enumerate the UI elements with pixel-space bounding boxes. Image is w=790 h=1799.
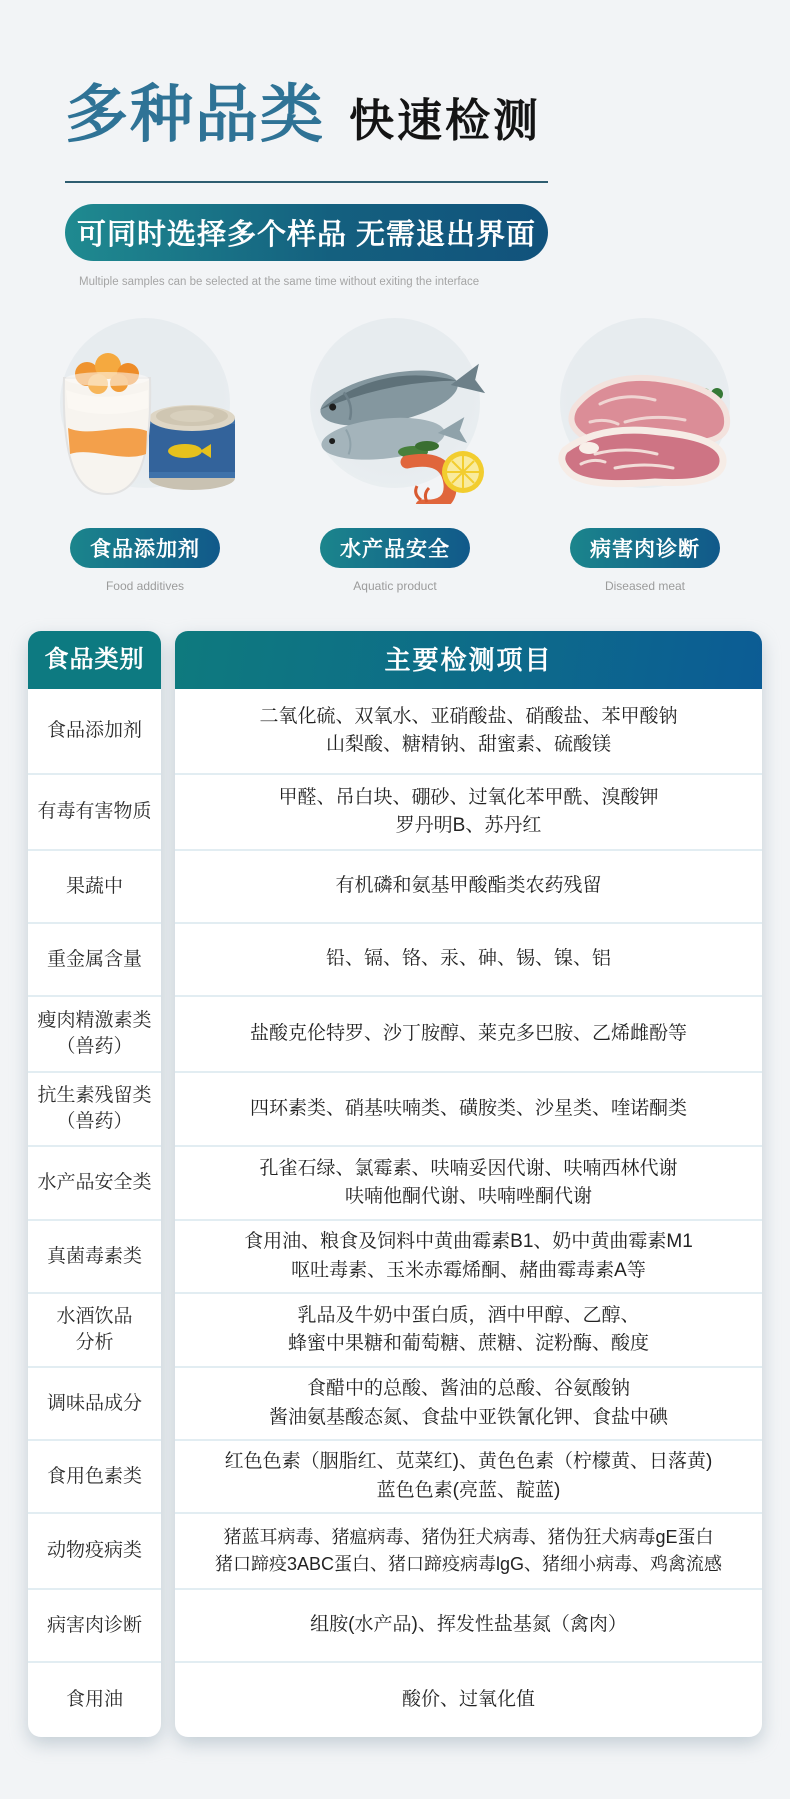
table-row	[28, 1219, 762, 1292]
category-image-circle	[560, 318, 730, 488]
category-image-circle	[310, 318, 480, 488]
title-underline	[65, 181, 548, 183]
row-category: 重金属含量	[28, 922, 161, 995]
category-label-pill: 食品添加剂	[70, 528, 220, 568]
table-header-category: 食品类别	[28, 631, 161, 689]
category-label-english: Food additives	[105, 579, 185, 593]
aquatic-product-photo	[295, 342, 495, 504]
table-row	[28, 849, 762, 922]
feature-banner-english: Multiple samples can be selected at the same time without exiting the interface	[79, 276, 480, 288]
table-row	[28, 1661, 762, 1737]
row-items: 四环素类、硝基呋喃类、磺胺类、沙星类、喹诺酮类	[175, 1071, 762, 1145]
table-row	[28, 1588, 762, 1661]
row-category: 调味品成分	[28, 1366, 161, 1439]
table-row	[28, 1366, 762, 1439]
table-row	[28, 995, 762, 1071]
table-row	[28, 1512, 762, 1588]
row-category: 真菌毒素类	[28, 1219, 161, 1292]
row-items: 二氧化硫、双氧水、亚硝酸盐、硝酸盐、苯甲酸钠 山梨酸、糖精钠、甜蜜素、硫酸镁	[175, 689, 762, 773]
category-label-english: Aquatic product	[353, 579, 437, 593]
table-row	[28, 1439, 762, 1512]
row-category: 食用色素类	[28, 1439, 161, 1512]
feature-banner: 可同时选择多个样品 无需退出界面	[65, 204, 548, 261]
row-items: 乳品及牛奶中蛋白质，酒中甲醇、乙醇、 蜂蜜中果糖和葡萄糖、蔗糖、淀粉酶、酸度	[175, 1292, 762, 1366]
row-items: 红色色素（胭脂红、苋菜红)、黄色色素（柠檬黄、日落黄) 蓝色色素(亮蓝、靛蓝)	[175, 1439, 762, 1512]
hero-section	[0, 0, 790, 288]
row-category: 食品添加剂	[28, 689, 161, 773]
table-row	[28, 1292, 762, 1366]
category-label-pill: 病害肉诊断	[570, 528, 720, 568]
row-items: 孔雀石绿、氯霉素、呋喃妥因代谢、呋喃西林代谢 呋喃他酮代谢、呋喃唑酮代谢	[175, 1145, 762, 1219]
category-card-food-additives	[20, 318, 270, 593]
category-card-aquatic	[270, 318, 520, 593]
row-items: 组胺(水产品)、挥发性盐基氮（禽肉）	[175, 1588, 762, 1661]
row-category: 水酒饮品 分析	[28, 1292, 161, 1366]
page-title	[65, 64, 725, 155]
row-category: 动物疫病类	[28, 1512, 161, 1588]
row-items: 食醋中的总酸、酱油的总酸、谷氨酸钠 酱油氨基酸态氮、食盐中亚铁氰化钾、食盐中碘	[175, 1366, 762, 1439]
food-additives-photo	[52, 336, 238, 504]
row-items: 甲醛、吊白块、硼砂、过氧化苯甲酰、溴酸钾 罗丹明B、苏丹红	[175, 773, 762, 849]
row-items: 有机磷和氨基甲酸酯类农药残留	[175, 849, 762, 922]
table-row	[28, 1071, 762, 1145]
category-card-meat	[520, 318, 770, 593]
category-showcase	[20, 318, 770, 593]
row-category: 瘦肉精激素类 （兽药）	[28, 995, 161, 1071]
table-header-row	[28, 631, 762, 689]
table-row	[28, 689, 762, 773]
row-category: 有毒有害物质	[28, 773, 161, 849]
diseased-meat-photo	[545, 352, 745, 504]
table-row	[28, 773, 762, 849]
row-category: 食用油	[28, 1661, 161, 1737]
row-category: 果蔬中	[28, 849, 161, 922]
row-items: 铅、镉、铬、汞、砷、锡、镍、铝	[175, 922, 762, 995]
category-label-english: Diseased meat	[604, 579, 686, 593]
row-items: 食用油、粮食及饲料中黄曲霉素B1、奶中黄曲霉素M1 呕吐毒素、玉米赤霉烯酮、赭曲霉毒素A等	[175, 1219, 762, 1292]
row-items: 酸价、过氧化值	[175, 1661, 762, 1737]
row-items: 猪蓝耳病毒、猪瘟病毒、猪伪狂犬病毒、猪伪狂犬病毒gE蛋白 猪口蹄疫3ABC蛋白、猪口蹄疫病毒lgG、猪细小病毒、鸡禽流感	[175, 1512, 762, 1588]
detection-table	[28, 631, 762, 1737]
title-sub: 快速检测	[349, 95, 542, 146]
row-category: 抗生素残留类 （兽药）	[28, 1071, 161, 1145]
table-header-items: 主要检测项目	[175, 631, 762, 689]
row-category: 病害肉诊断	[28, 1588, 161, 1661]
row-items: 盐酸克伦特罗、沙丁胺醇、莱克多巴胺、乙烯雌酚等	[175, 995, 762, 1071]
title-main: 多种品类	[65, 80, 325, 150]
row-category: 水产品安全类	[28, 1145, 161, 1219]
table-row	[28, 1145, 762, 1219]
category-image-circle	[60, 318, 230, 488]
category-label-pill: 水产品安全	[320, 528, 470, 568]
table-row	[28, 922, 762, 995]
